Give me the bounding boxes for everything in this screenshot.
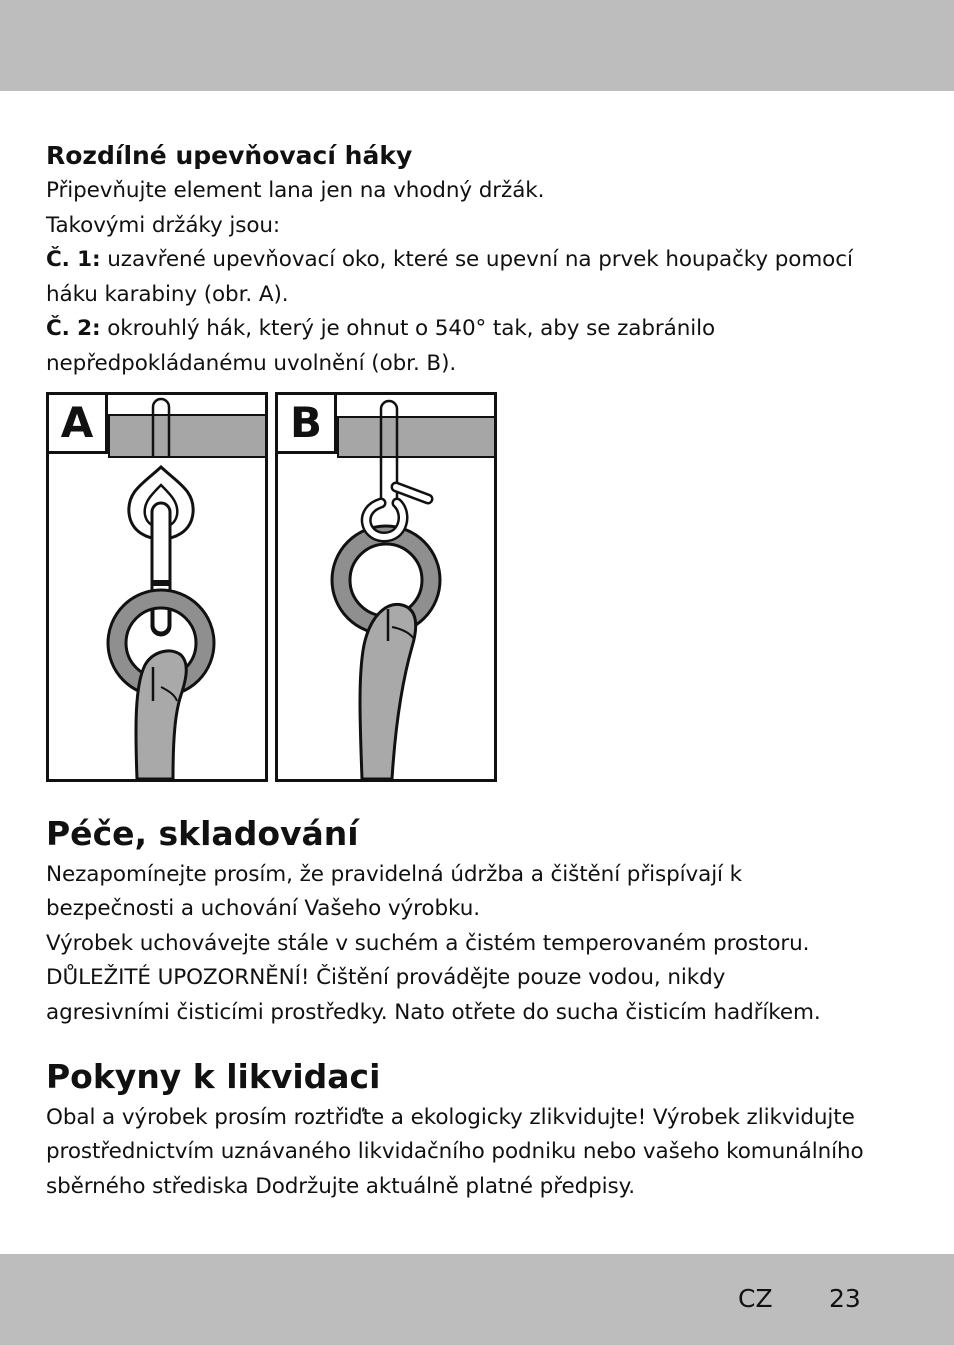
list-item-2: [46, 312, 916, 347]
beam-bar: [338, 417, 494, 457]
list-item-1-cont: háku karabiny (obr. A).: [46, 281, 289, 307]
figure-label-b: B: [278, 395, 337, 454]
figure-b: [275, 392, 497, 782]
item-text: okrouhlý hák, který je ohnut o 540° tak, aby se zabránilo: [100, 316, 716, 342]
page-content: [46, 138, 916, 1204]
figure-a: [46, 392, 268, 782]
footer-band: [0, 1254, 954, 1345]
paragraph-line: sběrného střediska Dodržujte aktuálně platné předpisy.: [46, 1173, 635, 1199]
figures-row: [46, 392, 506, 782]
list-item-2-cont: nepředpokládanému uvolnění (obr. B).: [46, 350, 457, 376]
section-heading-hooks: Rozdílné upevňovací háky: [46, 141, 413, 170]
paragraph-line: Nezapomínejte prosím, že pravidelná údržba a čištění přispívají k: [46, 861, 743, 887]
paragraph-line: DŮLEŽITÉ UPOZORNĚNÍ! Čištění provádějte pouze vodou, nikdy: [46, 965, 726, 991]
paragraph-line: prostřednictvím uznávaného likvidačního podniku nebo vašeho komunálního: [46, 1139, 864, 1165]
section-heading-disposal: Pokyny k likvidaci: [46, 1056, 381, 1096]
beam-bar: [109, 415, 265, 457]
footer-language-code: CZ: [738, 1284, 773, 1313]
paragraph-line: Výrobek uchovávejte stále v suchém a čistém temperovaném prostoru.: [46, 930, 810, 956]
paragraph-line: Připevňujte element lana jen na vhodný držák.: [46, 178, 545, 203]
figure-label-a: A: [49, 395, 108, 454]
header-band: [0, 0, 954, 91]
list-item-1: [46, 243, 916, 278]
paragraph-line: Obal a výrobek prosím roztřiďte a ekologicky zlikvidujte! Výrobek zlikvidujte: [46, 1104, 855, 1130]
item-number: Č. 2:: [46, 316, 101, 342]
page-number: 23: [829, 1284, 861, 1313]
paragraph-line: bezpečnosti a uchování Vašeho výrobku.: [46, 896, 480, 922]
paragraph-line: Takovými držáky jsou:: [46, 212, 281, 238]
rope: [136, 650, 186, 778]
section-heading-care: Péče, skladování: [46, 813, 359, 853]
item-text: uzavřené upevňovací oko, které se upevní na prvek houpačky pomocí: [100, 247, 853, 273]
item-number: Č. 1:: [46, 247, 101, 273]
paragraph-line: agresivními čisticími prostředky. Nato otřete do sucha čisticím hadříkem.: [46, 999, 821, 1025]
